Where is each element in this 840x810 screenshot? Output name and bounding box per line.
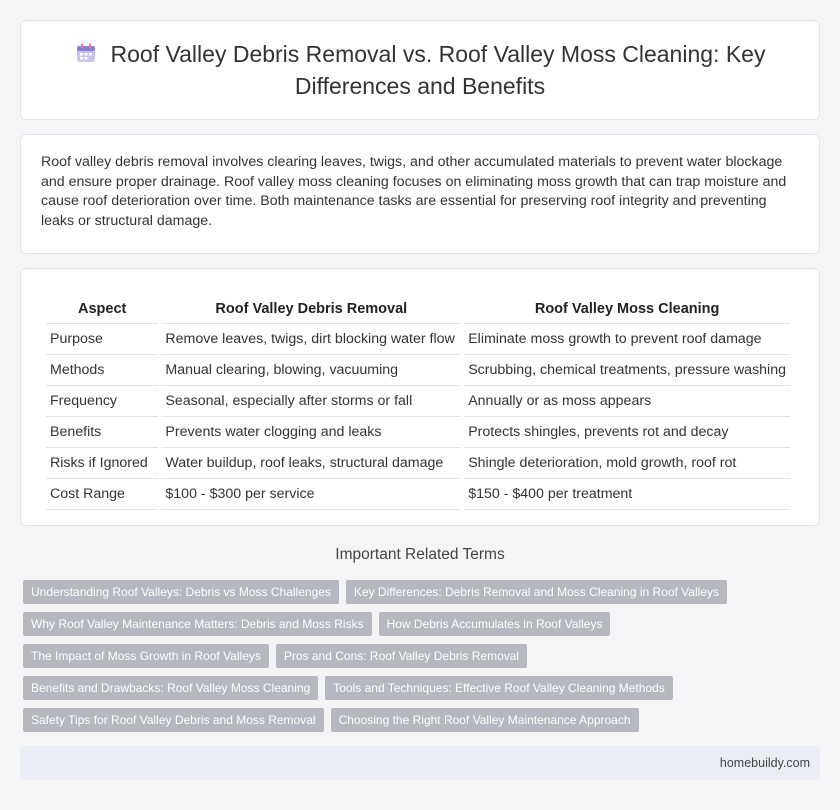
related-term-tag[interactable]: Safety Tips for Roof Valley Debris and Moss Removal: [23, 708, 324, 732]
intro-card: [20, 134, 820, 254]
related-term-tag[interactable]: Understanding Roof Valleys: Debris vs Moss Challenges: [23, 580, 339, 604]
footer: [20, 746, 820, 780]
table-cell-aspect: Frequency: [46, 385, 158, 416]
calendar-icon: [75, 41, 97, 71]
page-title-wrap: [61, 39, 779, 101]
related-term-tag[interactable]: How Debris Accumulates in Roof Valleys: [379, 612, 611, 636]
table-cell-debris: Remove leaves, twigs, dirt blocking water flow: [161, 323, 461, 354]
table-cell-moss: Scrubbing, chemical treatments, pressure washing: [464, 354, 790, 385]
table-cell-debris: Manual clearing, blowing, vacuuming: [161, 354, 461, 385]
related-term-tag[interactable]: Choosing the Right Roof Valley Maintenance Approach: [331, 708, 639, 732]
table-cell-moss: $150 - $400 per treatment: [464, 478, 790, 510]
table-row: [46, 323, 790, 354]
related-terms-list: [23, 580, 823, 740]
table-cell-aspect: Risks if Ignored: [46, 447, 158, 478]
tag-row: [23, 644, 823, 668]
table-cell-debris: Prevents water clogging and leaks: [161, 416, 461, 447]
table-row: [46, 416, 790, 447]
table-cell-aspect: Methods: [46, 354, 158, 385]
table-row: [46, 385, 790, 416]
header-debris-removal: Roof Valley Debris Removal: [215, 301, 408, 317]
footer-site-link[interactable]: homebuildy.com: [719, 756, 810, 770]
table-cell-debris: Water buildup, roof leaks, structural damage: [161, 447, 461, 478]
related-term-tag[interactable]: Pros and Cons: Roof Valley Debris Removal: [276, 644, 527, 668]
table-cell-moss: Annually or as moss appears: [464, 385, 790, 416]
related-terms-heading: Important Related Terms: [335, 546, 505, 563]
table-row: [46, 354, 790, 385]
related-term-tag[interactable]: The Impact of Moss Growth in Roof Valleys: [23, 644, 269, 668]
related-term-tag[interactable]: Key Differences: Debris Removal and Moss Cleaning in Roof Valleys: [346, 580, 727, 604]
related-term-tag[interactable]: Why Roof Valley Maintenance Matters: Debris and Moss Risks: [23, 612, 372, 636]
related-term-tag[interactable]: Benefits and Drawbacks: Roof Valley Moss Cleaning: [23, 676, 318, 700]
tag-row: [23, 580, 823, 604]
table-cell-aspect: Purpose: [46, 323, 158, 354]
table-cell-aspect: Benefits: [46, 416, 158, 447]
table-header-row: [46, 291, 790, 323]
table-cell-debris: $100 - $300 per service: [161, 478, 461, 510]
table-cell-moss: Eliminate moss growth to prevent roof damage: [464, 323, 790, 354]
tag-row: [23, 708, 823, 732]
table-cell-moss: Protects shingles, prevents rot and decay: [464, 416, 790, 447]
page-title: Roof Valley Debris Removal vs. Roof Valley Moss Cleaning: Key Differences and Benefits: [110, 41, 766, 99]
table-cell-debris: Seasonal, especially after storms or fall: [161, 385, 461, 416]
related-term-tag[interactable]: Tools and Techniques: Effective Roof Valley Cleaning Methods: [325, 676, 673, 700]
intro-text: Roof valley debris removal involves clearing leaves, twigs, and other accumulated materials to prevent water blockage and ensure proper drainage. Roof valley moss cleaning focuses on eliminating moss growth that can trap moisture and cause roof deterioration over time. Both maintenance tasks are essential for preserving roof integrity and preventing leaks or structural damage.: [41, 154, 787, 229]
table-cell-aspect: Cost Range: [46, 478, 158, 510]
comparison-table: [43, 291, 793, 510]
title-card: [20, 20, 820, 120]
header-aspect: Aspect: [78, 301, 127, 317]
table-row: [46, 447, 790, 478]
table-cell-moss: Shingle deterioration, mold growth, roof rot: [464, 447, 790, 478]
header-moss-cleaning: Roof Valley Moss Cleaning: [534, 301, 720, 317]
table-row: [46, 478, 790, 510]
comparison-table-card: [20, 268, 820, 526]
tag-row: [23, 676, 823, 700]
tag-row: [23, 612, 823, 636]
